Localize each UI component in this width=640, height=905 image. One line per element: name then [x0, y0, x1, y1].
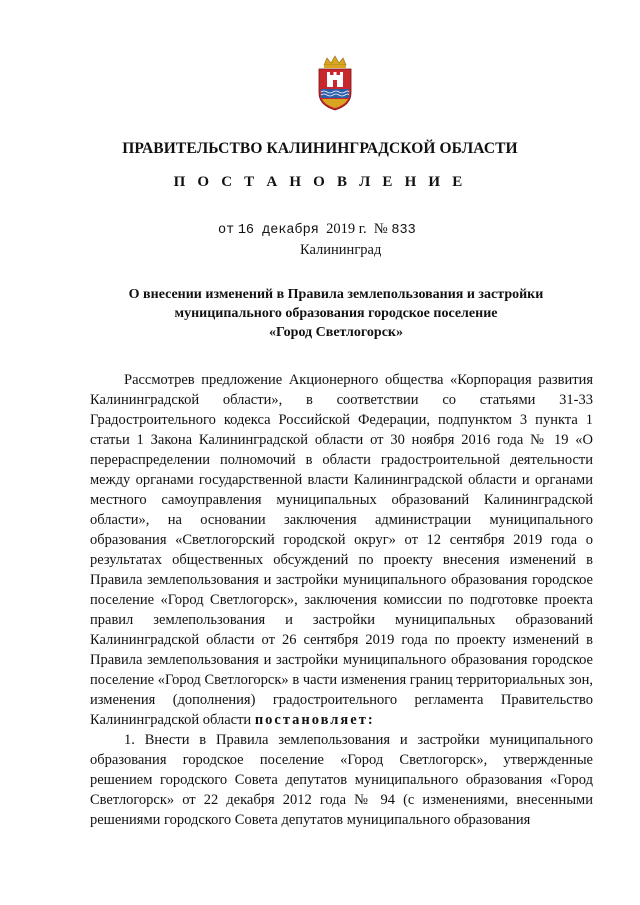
date-day-month: 16 декабря	[237, 223, 319, 238]
date-prefix: от	[218, 223, 235, 238]
document-body	[90, 370, 593, 830]
title-line: О внесении изменений в Правила землепользования и застройки	[128, 287, 544, 302]
preamble-text: Рассмотрев предложение Акционерного общества «Корпорация развития Калининградской области», в соответствии со статьями 31-33 Градостроительного кодекса Российской Федерации, подпунктом 3 пункта 1 статьи 1 Закона Калининградской области от 30 ноября 2016 года № 19 «О перераспределении полномочий в области градостроительной деятельности между органами государственной власти Калининградской области и органами местного самоуправления муниципальных образований Калининградской области», на основании заключения администрации муниципального образования «Светлогорский городской округ» от 12 сентября 2019 года о результатах общественных обсуждений по проекту внесения изменений в Правила землепользования и застройки муниципального образования городское поселение «Город Светлогорск», заключения комиссии по подготовке проекта правил землепользования и застройки муниципальных образований Калининградской области от 26 сентября 2019 года по проекту изменений в Правила землепользования и застройки муниципального образования городское поселение «Город Светлогорск» в части изменения границ территориальных зон, изменения (дополнения) градостроительного регламента Правительство Калининградской области	[90, 372, 593, 728]
document-type: П О С Т А Н О В Л Е Н И Е	[173, 174, 467, 190]
title-line: муниципального образования городское поселение	[174, 306, 498, 321]
document-title	[96, 285, 576, 342]
coat-of-arms-icon	[316, 55, 354, 111]
resolve-word: постановляет:	[254, 712, 375, 728]
title-line: «Город Светлогорск»	[269, 325, 403, 340]
paragraph-preamble	[90, 370, 593, 730]
government-name: ПРАВИТЕЛЬСТВО КАЛИНИНГРАДСКОЙ ОБЛАСТИ	[122, 140, 518, 157]
city-name: Калининград	[300, 242, 382, 258]
paragraph-item-1: 1. Внести в Правила землепользования и застройки муниципального образования городское поселение «Город Светлогорск», утвержденные решением городского Совета депутатов муниципального образования «Город Светлогорск» от 22 декабря 2012 года № 94 (с изменениями, внесенными решениями городского Совета депутатов муниципального образования	[90, 732, 593, 828]
document-number: 833	[391, 223, 416, 238]
number-sign: №	[373, 221, 388, 237]
date-line	[218, 221, 416, 238]
date-year: 2019 г.	[326, 221, 367, 237]
